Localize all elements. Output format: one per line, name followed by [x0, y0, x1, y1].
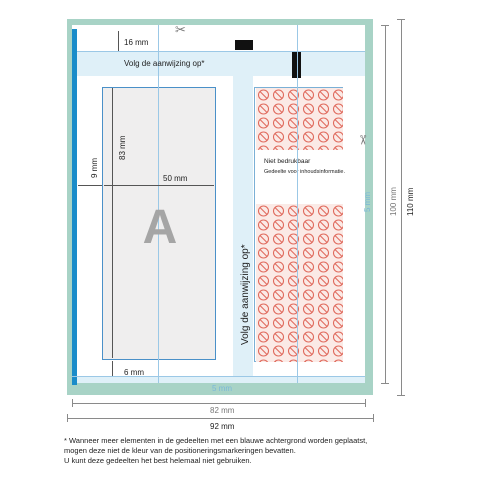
dim-82-tick-left — [72, 399, 73, 407]
dim-110-tick-bottom — [397, 395, 405, 396]
dim-82-line — [72, 403, 365, 404]
dim-110-tick-top — [397, 19, 405, 20]
dim-50-label: 50 mm — [163, 174, 188, 183]
dim-83-label: 83 mm — [118, 135, 127, 160]
dim-100-label: 100 mm — [389, 187, 398, 216]
dim-92-tick-left — [67, 414, 68, 422]
footnote-line-2: mogen deze niet de kleur van de positioneringsmarkeringen bevatten. — [64, 446, 296, 455]
dim-82-tick-right — [365, 399, 366, 407]
positioning-marker-top — [235, 40, 253, 50]
dim-6-label: 6 mm — [124, 368, 144, 377]
scissors-icon: ✂ — [355, 134, 371, 146]
dim-9-label: 9 mm — [90, 158, 99, 178]
not-printable-label: Niet bedrukbaar — [264, 158, 311, 165]
footnote-line-1: * Wanneer meer elementen in de gedeelten met een blauwe achtergrond worden geplaatst, — [64, 436, 368, 445]
prohibited-zone-bottom — [256, 204, 343, 362]
dim-6-line — [112, 361, 113, 376]
dim-16-label: 16 mm — [124, 38, 149, 47]
label-b-center-guide — [297, 87, 298, 362]
dim-92-label: 92 mm — [210, 422, 235, 431]
top-guide-band — [72, 51, 365, 76]
dim-16-line — [118, 31, 119, 51]
scissors-icon: ✂ — [175, 22, 186, 37]
dim-110-label: 110 mm — [406, 187, 415, 216]
dim-100-line — [385, 25, 386, 383]
dim-5-bottom-label: 5 mm — [212, 384, 232, 393]
footnote — [64, 436, 484, 466]
follow-instruction-top: Volg de aanwijzing op* — [124, 59, 205, 68]
label-a-letter: A — [142, 201, 178, 254]
dim-9-line — [78, 185, 102, 186]
dim-50-line — [104, 185, 214, 186]
prohibited-sign-icon — [256, 204, 343, 362]
left-blue-bar — [72, 29, 77, 385]
dim-83-line — [112, 88, 113, 358]
bottom-guide-line — [72, 376, 365, 377]
prohibited-zone-top — [256, 88, 343, 150]
dim-92-line — [67, 418, 373, 419]
dim-82-label: 82 mm — [210, 406, 235, 415]
content-info-area — [256, 150, 346, 204]
dim-92-tick-right — [373, 414, 374, 422]
bottom-guide-band — [72, 376, 365, 383]
dim-5-right-label: 5 mm — [363, 192, 372, 212]
footnote-line-3: U kunt deze gedeelten het best helemaal niet gebruiken. — [64, 456, 252, 465]
dim-100-tick-bottom — [381, 383, 389, 384]
content-info-label: Gedeelte voor inhoudsinformatie. — [264, 169, 346, 175]
top-guide-line — [77, 51, 365, 52]
dim-100-tick-top — [381, 25, 389, 26]
dim-110-line — [401, 19, 402, 395]
follow-instruction-vertical: Volg de aanwijzing op* — [240, 244, 251, 345]
label-area-b — [254, 87, 346, 362]
prohibited-sign-icon — [256, 88, 343, 150]
